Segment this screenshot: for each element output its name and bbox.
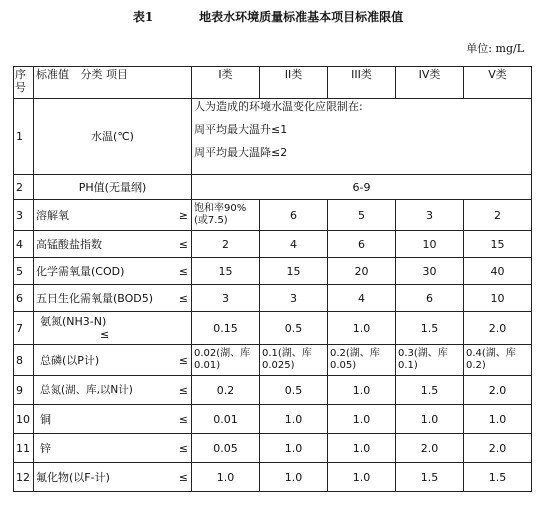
value-cell: 1.0 (260, 405, 328, 434)
table-row (14, 463, 532, 492)
table-row (14, 231, 532, 258)
value-cell: 1.0 (260, 434, 328, 463)
table-row (14, 434, 532, 463)
parameter-cell (34, 258, 192, 285)
table-row (14, 175, 532, 200)
parameter-cell (34, 200, 192, 231)
value-cell: 20 (328, 258, 396, 285)
parameter-name: PH值(无量纲) (34, 175, 192, 200)
header-class-4: IV类 (396, 67, 464, 99)
temperature-note (192, 99, 532, 175)
parameter-cell (34, 345, 192, 376)
header-class-1: I类 (192, 67, 260, 99)
row-number: 11 (14, 434, 34, 463)
value-cell: 1.0 (328, 312, 396, 345)
parameter-name: 锌 (40, 441, 51, 455)
temperature-note-line: 人为造成的环境水温变化应限制在: (194, 100, 363, 113)
parameter-name: 氟化物(以F-计) (36, 470, 110, 484)
header-row (14, 67, 532, 99)
parameter-name: 总氮(湖、库,以N计) (40, 383, 133, 396)
value-cell: 30 (396, 258, 464, 285)
value-cell: 0.4(湖、库0.2) (464, 345, 532, 376)
table-row (14, 376, 532, 405)
value-cell: 15 (260, 258, 328, 285)
table-row (14, 285, 532, 312)
unit-label: 单位: mg/L (466, 42, 524, 55)
value-cell: 1.0 (464, 405, 532, 434)
comparison-symbol: ≥ (178, 208, 188, 222)
value-cell: 0.15 (192, 312, 260, 345)
comparison-symbol: ≤ (178, 441, 188, 455)
value-cell: 2.0 (396, 434, 464, 463)
table-title: 地表水环境质量标准基本项目标准限值 (199, 10, 404, 24)
value-cell: 饱和率90%(或7.5) (192, 200, 260, 231)
value-cell: 5 (328, 200, 396, 231)
value-cell: 4 (328, 285, 396, 312)
value-cell: 15 (192, 258, 260, 285)
table-number: 表1 (132, 10, 154, 24)
parameter-name: 化学需氧量(COD) (36, 264, 125, 278)
parameter-cell (34, 312, 192, 345)
parameter-cell (34, 463, 192, 492)
value-cell: 1.0 (328, 376, 396, 405)
parameter-name: 高锰酸盐指数 (36, 237, 102, 251)
value-cell: 1.0 (192, 463, 260, 492)
value-cell: 40 (464, 258, 532, 285)
value-cell: 3 (260, 285, 328, 312)
row-number: 9 (14, 376, 34, 405)
value-cell: 1.0 (396, 405, 464, 434)
parameter-cell (34, 231, 192, 258)
row-number: 7 (14, 312, 34, 345)
value-cell: 2 (464, 200, 532, 231)
value-cell: 0.3(湖、库0.1) (396, 345, 464, 376)
comparison-symbol: ≤ (178, 412, 188, 426)
parameter-cell (34, 434, 192, 463)
table-row (14, 345, 532, 376)
document-title (0, 8, 536, 25)
comparison-symbol: ≤ (178, 291, 188, 305)
value-cell: 0.5 (260, 312, 328, 345)
temperature-note-line: 周平均最大温升≤1 (194, 123, 288, 136)
parameter-name: 氨氮(NH3-N) (40, 315, 107, 328)
value-cell: 3 (396, 200, 464, 231)
value-cell: 2 (192, 231, 260, 258)
value-cell: 2.0 (464, 434, 532, 463)
parameter-cell (34, 285, 192, 312)
value-cell: 0.1(湖、库0.025) (260, 345, 328, 376)
temperature-note-line: 周平均最大温降≤2 (194, 146, 288, 159)
standards-table (13, 66, 532, 492)
row-number: 6 (14, 285, 34, 312)
parameter-name: 铜 (40, 412, 51, 426)
table-row (14, 200, 532, 231)
value-cell: 0.2 (192, 376, 260, 405)
value-cell: 2.0 (464, 312, 532, 345)
value-cell: 0.02(湖、库0.01) (192, 345, 260, 376)
row-number: 1 (14, 99, 34, 175)
value-cell: 0.01 (192, 405, 260, 434)
value-cell: 0.2(湖、库0.05) (328, 345, 396, 376)
parameter-name: 五日生化需氧量(BOD5) (36, 291, 154, 305)
value-cell: 3 (192, 285, 260, 312)
parameter-cell (34, 376, 192, 405)
parameter-name: 溶解氧 (36, 208, 69, 222)
row-number: 5 (14, 258, 34, 285)
value-cell: 1.5 (464, 463, 532, 492)
parameter-name: 总磷(以P计) (40, 353, 100, 367)
table-row (14, 258, 532, 285)
value-cell: 10 (396, 231, 464, 258)
ph-range-value: 6-9 (192, 175, 532, 200)
value-cell: 6 (260, 200, 328, 231)
row-number: 4 (14, 231, 34, 258)
value-cell: 6 (328, 231, 396, 258)
header-class-5: V类 (464, 67, 532, 99)
comparison-symbol: ≤ (178, 264, 188, 278)
comparison-symbol: ≤ (178, 237, 188, 251)
value-cell: 15 (464, 231, 532, 258)
value-cell: 1.5 (396, 463, 464, 492)
row-number: 12 (14, 463, 34, 492)
header-class-2: II类 (260, 67, 328, 99)
parameter-name: 水温(℃) (34, 99, 192, 175)
header-class-3: III类 (328, 67, 396, 99)
header-param-right: 分类 项目 (80, 68, 128, 81)
comparison-symbol: ≤ (178, 353, 188, 367)
table-row (14, 312, 532, 345)
value-cell: 1.5 (396, 312, 464, 345)
header-param-left: 标准值 (36, 68, 69, 81)
row-number: 8 (14, 345, 34, 376)
header-seq: 序号 (14, 67, 34, 99)
header-param (34, 67, 192, 99)
table-row (14, 99, 532, 175)
value-cell: 1.0 (260, 463, 328, 492)
value-cell: 0.05 (192, 434, 260, 463)
comparison-symbol: ≤ (178, 383, 188, 397)
value-cell: 1.0 (328, 434, 396, 463)
value-cell: 6 (396, 285, 464, 312)
table-row (14, 405, 532, 434)
comparison-symbol: ≤ (100, 328, 110, 341)
value-cell: 10 (464, 285, 532, 312)
comparison-symbol: ≤ (178, 470, 188, 484)
row-number: 3 (14, 200, 34, 231)
value-cell: 4 (260, 231, 328, 258)
row-number: 10 (14, 405, 34, 434)
value-cell: 1.0 (328, 463, 396, 492)
parameter-cell (34, 405, 192, 434)
value-cell: 1.0 (328, 405, 396, 434)
value-cell: 1.5 (396, 376, 464, 405)
value-cell: 0.5 (260, 376, 328, 405)
value-cell: 2.0 (464, 376, 532, 405)
row-number: 2 (14, 175, 34, 200)
